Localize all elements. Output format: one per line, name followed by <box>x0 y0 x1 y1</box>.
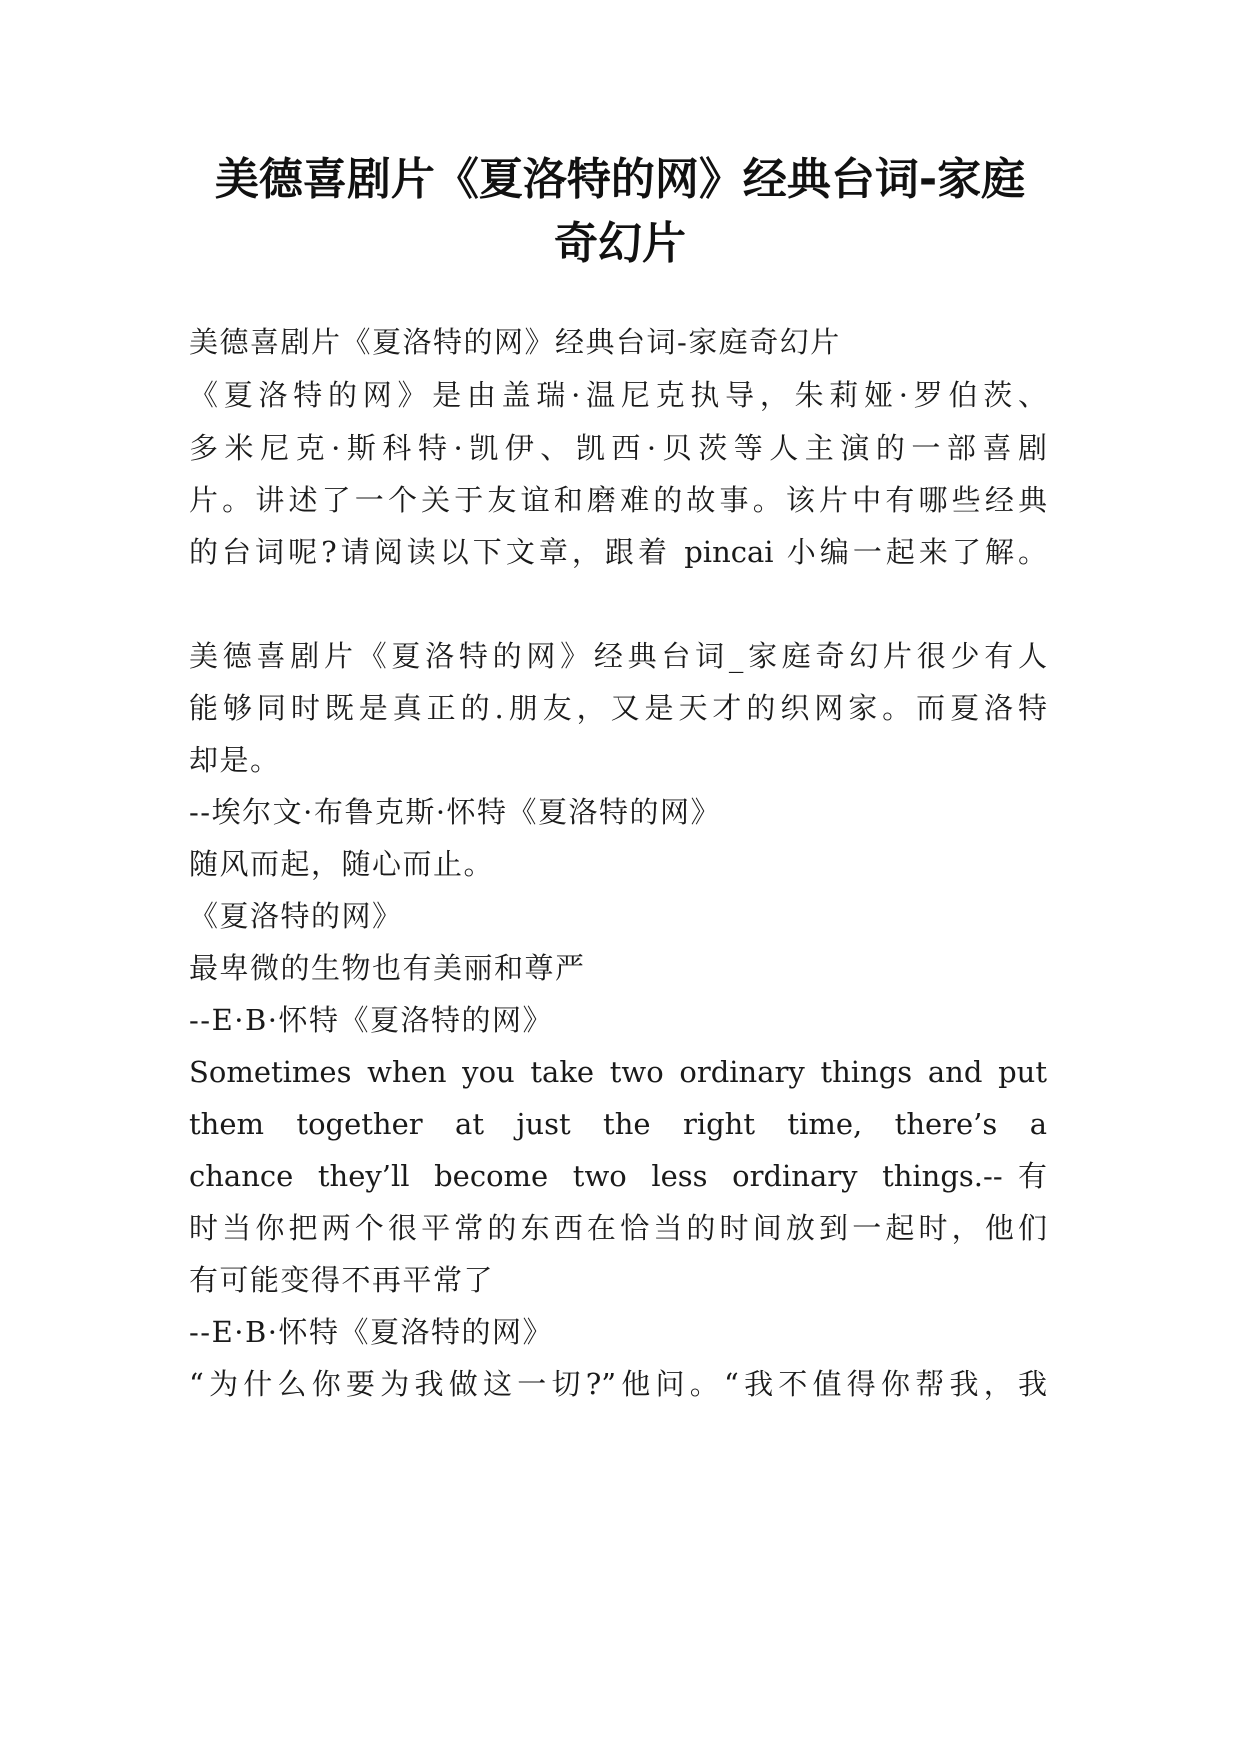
intro-line: 的台词呢?请阅读以下文章，跟着 pincai 小编一起来了解。 <box>189 535 1047 569</box>
document-title <box>170 148 1070 276</box>
quote-line: 最卑微的生物也有美丽和尊严 <box>189 951 586 985</box>
quote-source: 《夏洛特的网》 <box>189 899 403 933</box>
dialogue-line: “为什么你要为我做这一切?”他问。“我不值得你帮我，我 <box>189 1367 1047 1401</box>
quote-attribution: --E·B·怀特《夏洛特的网》 <box>189 1315 554 1349</box>
quote-attribution: --埃尔文·布鲁克斯·怀特《夏洛特的网》 <box>189 795 722 829</box>
english-quote-line: them together at just the right time, there’s a <box>189 1107 1047 1141</box>
title-line-2: 奇幻片 <box>554 218 686 269</box>
paragraph-line: 能够同时既是真正的.朋友，又是天才的织网家。而夏洛特 <box>189 691 1047 725</box>
intro-line: 多米尼克·斯科特·凯伊、凯西·贝茨等人主演的一部喜剧 <box>189 431 1047 465</box>
intro-line: 片。讲述了一个关于友谊和磨难的故事。该片中有哪些经典 <box>189 483 1047 517</box>
translation-line: 时当你把两个很平常的东西在恰当的时间放到一起时，他们 <box>189 1211 1047 1245</box>
english-quote-line: Sometimes when you take two ordinary things and put <box>189 1055 1047 1089</box>
translation-line: 有可能变得不再平常了 <box>189 1263 495 1297</box>
english-quote-line: chance they’ll become two less ordinary things.--有 <box>189 1159 1047 1193</box>
quote-attribution: --E·B·怀特《夏洛特的网》 <box>189 1003 554 1037</box>
quote-line: 随风而起，随心而止。 <box>189 847 495 881</box>
paragraph-line: 美德喜剧片《夏洛特的网》经典台词_家庭奇幻片很少有人 <box>189 639 1047 673</box>
title-line-1: 美德喜剧片《夏洛特的网》经典台词-家庭 <box>214 154 1026 205</box>
intro-line: 《夏洛特的网》是由盖瑞·温尼克执导，朱莉娅·罗伯茨、 <box>189 378 1047 412</box>
paragraph-line: 却是。 <box>189 743 281 777</box>
intro-subtitle: 美德喜剧片《夏洛特的网》经典台词-家庭奇幻片 <box>189 325 841 359</box>
